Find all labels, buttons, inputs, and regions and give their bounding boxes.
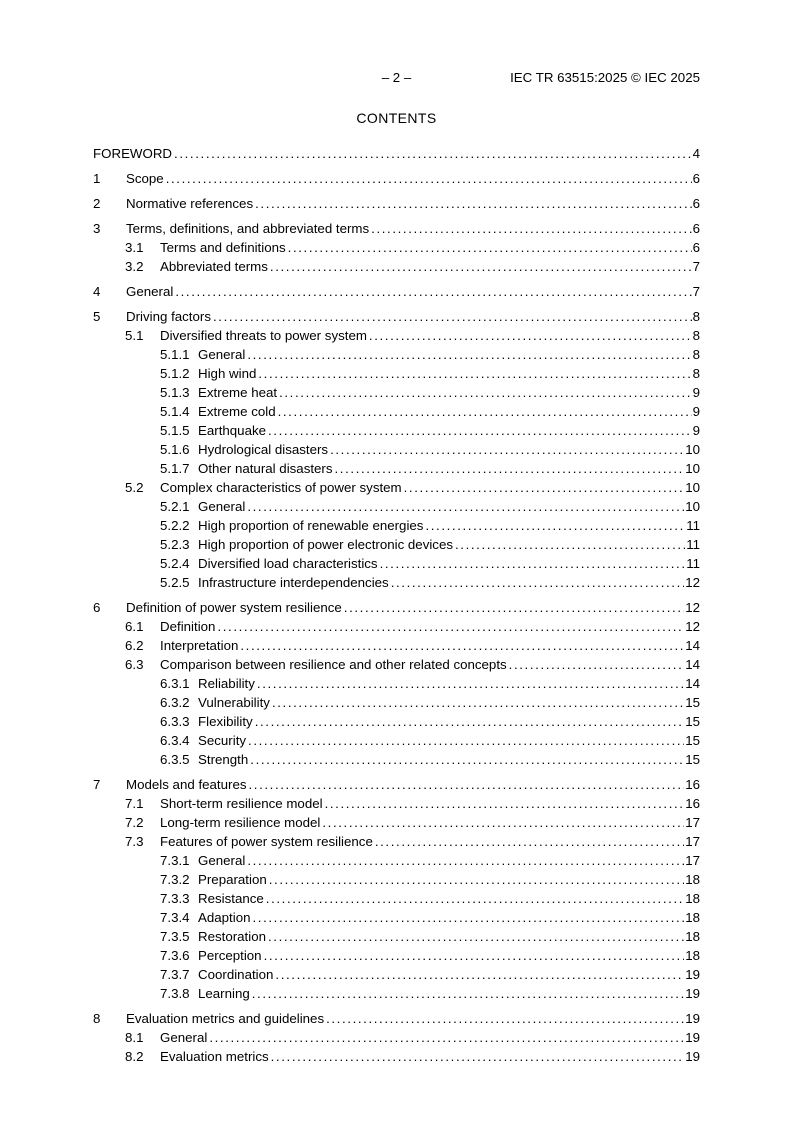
toc-dot-leader (258, 364, 691, 383)
toc-entry-page: 11 (686, 556, 700, 571)
toc-entry[interactable] (93, 573, 700, 592)
toc-entry[interactable] (93, 1009, 700, 1028)
toc-entry-page: 7 (692, 284, 700, 299)
toc-entry-page: 15 (685, 714, 700, 729)
toc-entry-label: Models and features (126, 777, 247, 792)
toc-entry-number: 7.3.1 (160, 853, 190, 868)
toc-entry[interactable] (93, 402, 700, 421)
toc-entry-page: 12 (685, 575, 700, 590)
toc-dot-leader (344, 598, 684, 617)
toc-entry-number: 7.3.6 (160, 948, 190, 963)
toc-entry-number: 4 (93, 284, 101, 299)
toc-entry[interactable] (93, 194, 700, 213)
toc-entry[interactable] (93, 636, 700, 655)
toc-dot-leader (404, 478, 685, 497)
toc-entry-page: 10 (685, 499, 700, 514)
toc-entry-number: 5.1.3 (160, 385, 190, 400)
toc-dot-leader (380, 554, 686, 573)
toc-dot-leader (240, 636, 684, 655)
toc-entry-page: 19 (685, 986, 700, 1001)
toc-entry-label: Hydrological disasters (198, 442, 329, 457)
toc-entry-number: 6.1 (125, 619, 144, 634)
toc-entry-label: Features of power system resilience (160, 834, 373, 849)
toc-dot-leader (250, 750, 684, 769)
toc-entry-number: 6 (93, 600, 101, 615)
toc-entry-page: 10 (685, 461, 700, 476)
toc-entry[interactable] (93, 326, 700, 345)
toc-entry-page: 11 (686, 518, 700, 533)
toc-entry-page: 8 (692, 366, 700, 381)
toc-entry-page: 18 (685, 891, 700, 906)
toc-entry-page: 19 (685, 1030, 700, 1045)
toc-entry-number: 7.3 (125, 834, 144, 849)
toc-entry-label: Flexibility (198, 714, 253, 729)
toc-entry-number: 5.2.1 (160, 499, 190, 514)
toc-entry[interactable] (93, 598, 700, 617)
toc-entry[interactable] (93, 238, 700, 257)
toc-entry[interactable] (93, 731, 700, 750)
toc-dot-leader (209, 1028, 684, 1047)
toc-dot-leader (268, 421, 692, 440)
page-number-label: – 2 – (381, 70, 412, 85)
toc-entry-page: 8 (692, 347, 700, 362)
toc-entry[interactable] (93, 750, 700, 769)
toc-entry[interactable] (93, 364, 700, 383)
toc-entry-number: 7.1 (125, 796, 144, 811)
toc-entry[interactable] (93, 851, 700, 870)
toc-entry-label: Diversified load characteristics (198, 556, 378, 571)
toc-entry-label: Reliability (198, 676, 255, 691)
toc-dot-leader (375, 832, 684, 851)
toc-entry[interactable] (93, 712, 700, 731)
toc-entry-label: Terms, definitions, and abbreviated terms (126, 221, 370, 236)
toc-entry-label: High proportion of power electronic devices (198, 537, 453, 552)
toc-entry-page: 8 (692, 328, 700, 343)
toc-entry[interactable] (93, 1047, 700, 1066)
toc-entry-label: General (198, 499, 246, 514)
toc-entry[interactable] (93, 554, 700, 573)
toc-entry-label: Extreme heat (198, 385, 278, 400)
toc-entry-number: 5.1.5 (160, 423, 190, 438)
toc-entry-page: 19 (685, 1049, 700, 1064)
toc-entry-number: 5.1.1 (160, 347, 190, 362)
toc-entry-label: Evaluation metrics (160, 1049, 269, 1064)
toc-dot-leader (271, 1047, 685, 1066)
toc-entry-number: 6.3.2 (160, 695, 190, 710)
toc-entry-page: 14 (685, 638, 700, 653)
toc-dot-leader (213, 307, 692, 326)
toc-entry-number: 8 (93, 1011, 101, 1026)
toc-entry-number: 6.3.4 (160, 733, 190, 748)
document-reference: IEC TR 63515:2025 © IEC 2025 (510, 70, 700, 85)
toc-entry-label: High wind (198, 366, 257, 381)
toc-dot-leader (425, 516, 685, 535)
toc-entry-label: Infrastructure interdependencies (198, 575, 389, 590)
toc-entry-page: 9 (692, 404, 700, 419)
toc-entry[interactable] (93, 345, 700, 364)
toc-dot-leader (288, 238, 692, 257)
toc-dot-leader (269, 870, 684, 889)
toc-entry-number: 7 (93, 777, 101, 792)
toc-entry-label: Coordination (198, 967, 274, 982)
toc-dot-leader (247, 497, 684, 516)
toc-dot-leader (268, 927, 684, 946)
toc-entry-label: FOREWORD (93, 146, 173, 161)
toc-entry-number: 7.3.4 (160, 910, 190, 925)
toc-entry-label: Interpretation (160, 638, 239, 653)
toc-entry-label: Definition of power system resilience (126, 600, 342, 615)
toc-dot-leader (247, 851, 684, 870)
toc-entry[interactable] (93, 219, 700, 238)
toc-entry-page: 6 (692, 240, 700, 255)
toc-entry-label: Preparation (198, 872, 267, 887)
toc-dot-leader (278, 402, 692, 421)
toc-entry[interactable] (93, 307, 700, 326)
toc-entry-page: 14 (685, 676, 700, 691)
toc-entry[interactable] (93, 832, 700, 851)
toc-entry-number: 8.1 (125, 1030, 144, 1045)
toc-entry-label: Normative references (126, 196, 254, 211)
toc-entry-number: 5.1.2 (160, 366, 190, 381)
toc-entry-number: 7.3.3 (160, 891, 190, 906)
toc-entry-number: 5.1 (125, 328, 144, 343)
toc-entry-label: General (126, 284, 174, 299)
toc-dot-leader (266, 889, 684, 908)
toc-dot-leader (248, 775, 684, 794)
toc-entry[interactable] (93, 655, 700, 674)
toc-entry-label: Long-term resilience model (160, 815, 321, 830)
toc-entry-page: 14 (685, 657, 700, 672)
toc-dot-leader (369, 326, 692, 345)
toc-entry[interactable] (93, 282, 700, 301)
toc-entry-number: 6.2 (125, 638, 144, 653)
toc-entry-number: 7.3.2 (160, 872, 190, 887)
toc-entry[interactable] (93, 617, 700, 636)
toc-dot-leader (217, 617, 684, 636)
toc-entry-number: 3 (93, 221, 101, 236)
toc-entry-label: Short-term resilience model (160, 796, 323, 811)
toc-entry[interactable] (93, 813, 700, 832)
toc-entry-label: Earthquake (198, 423, 267, 438)
toc-entry-number: 5.2.3 (160, 537, 190, 552)
toc-dot-leader (247, 345, 691, 364)
toc-dot-leader (326, 1009, 684, 1028)
toc-entry[interactable] (93, 927, 700, 946)
toc-dot-leader (255, 712, 685, 731)
toc-dot-leader (253, 908, 685, 927)
toc-entry[interactable] (93, 946, 700, 965)
toc-entry-number: 5.1.6 (160, 442, 190, 457)
toc-entry-page: 18 (685, 910, 700, 925)
toc-entry-number: 5.2.4 (160, 556, 190, 571)
toc-entry-label: General (198, 853, 246, 868)
toc-entry-label: Adaption (198, 910, 251, 925)
toc-entry-page: 12 (685, 619, 700, 634)
toc-entry[interactable] (93, 965, 700, 984)
toc-entry-page: 8 (692, 309, 700, 324)
toc-entry-page: 15 (685, 733, 700, 748)
toc-entry-label: Strength (198, 752, 249, 767)
contents-title: CONTENTS (356, 110, 437, 126)
toc-entry-number: 3.2 (125, 259, 144, 274)
toc-entry-page: 18 (685, 929, 700, 944)
toc-entry-number: 6.3.3 (160, 714, 190, 729)
toc-entry-number: 6.3 (125, 657, 144, 672)
toc-entry-label: Scope (126, 171, 164, 186)
toc-entry[interactable] (93, 169, 700, 188)
toc-entry-label: Definition (160, 619, 216, 634)
toc-entry-page: 19 (685, 1011, 700, 1026)
toc-dot-leader (272, 693, 684, 712)
toc-entry-label: High proportion of renewable energies (198, 518, 424, 533)
toc-entry-label: Restoration (198, 929, 266, 944)
toc-dot-leader (252, 984, 684, 1003)
toc-entry-number: 5.2.5 (160, 575, 190, 590)
toc-entry-label: Diversified threats to power system (160, 328, 367, 343)
toc-entry-number: 3.1 (125, 240, 144, 255)
toc-entry[interactable] (93, 794, 700, 813)
toc-entry-label: Comparison between resilience and other related concepts (160, 657, 507, 672)
toc-entry[interactable] (93, 478, 700, 497)
toc-entry-page: 7 (692, 259, 700, 274)
toc-dot-leader (248, 731, 684, 750)
toc-entry-number: 7.2 (125, 815, 144, 830)
toc-entry[interactable] (93, 497, 700, 516)
toc-dot-leader (391, 573, 685, 592)
toc-entry-page: 18 (685, 948, 700, 963)
toc-entry-label: Abbreviated terms (160, 259, 268, 274)
toc-dot-leader (279, 383, 692, 402)
toc-dot-leader (255, 194, 691, 213)
toc-entry-page: 4 (692, 146, 700, 161)
toc-entry-page: 9 (692, 385, 700, 400)
toc-entry-label: Extreme cold (198, 404, 276, 419)
toc-entry-page: 10 (685, 480, 700, 495)
toc-entry[interactable] (93, 674, 700, 693)
toc-entry-number: 6.3.5 (160, 752, 190, 767)
toc-entry-number: 7.3.5 (160, 929, 190, 944)
toc-entry-number: 8.2 (125, 1049, 144, 1064)
toc-entry-number: 5.1.7 (160, 461, 190, 476)
toc-entry-page: 15 (685, 752, 700, 767)
toc-dot-leader (455, 535, 685, 554)
toc-dot-leader (325, 794, 685, 813)
toc-entry-page: 17 (685, 815, 700, 830)
toc-entry[interactable] (93, 870, 700, 889)
toc-entry-page: 11 (686, 537, 700, 552)
toc-entry-number: 7.3.7 (160, 967, 190, 982)
toc-entry-label: Complex characteristics of power system (160, 480, 402, 495)
toc-entry-label: General (160, 1030, 208, 1045)
toc-entry[interactable] (93, 908, 700, 927)
table-of-contents (93, 144, 700, 1066)
toc-dot-leader (264, 946, 685, 965)
toc-entry-label: Security (198, 733, 247, 748)
toc-entry-number: 2 (93, 196, 101, 211)
toc-entry[interactable] (93, 440, 700, 459)
toc-entry-number: 6.3.1 (160, 676, 190, 691)
toc-entry[interactable] (93, 693, 700, 712)
toc-entry[interactable] (93, 257, 700, 276)
toc-entry[interactable] (93, 535, 700, 554)
toc-entry-number: 5 (93, 309, 101, 324)
toc-entry[interactable] (93, 775, 700, 794)
toc-entry-page: 16 (685, 796, 700, 811)
toc-dot-leader (270, 257, 692, 276)
toc-entry[interactable] (93, 984, 700, 1003)
toc-entry-page: 17 (685, 834, 700, 849)
toc-entry-label: Evaluation metrics and guidelines (126, 1011, 325, 1026)
toc-entry-label: General (198, 347, 246, 362)
toc-entry-page: 6 (692, 171, 700, 186)
toc-dot-leader (322, 813, 684, 832)
toc-entry-number: 5.1.4 (160, 404, 190, 419)
toc-dot-leader (166, 169, 692, 188)
toc-entry-page: 6 (692, 196, 700, 211)
toc-entry-page: 15 (685, 695, 700, 710)
toc-entry[interactable] (93, 144, 700, 163)
toc-entry-page: 6 (692, 221, 700, 236)
toc-entry-number: 7.3.8 (160, 986, 190, 1001)
toc-dot-leader (175, 282, 691, 301)
toc-entry-label: Learning (198, 986, 250, 1001)
toc-entry-page: 19 (685, 967, 700, 982)
toc-entry[interactable] (93, 516, 700, 535)
toc-dot-leader (275, 965, 684, 984)
toc-entry-label: Terms and definitions (160, 240, 286, 255)
toc-entry-label: Other natural disasters (198, 461, 333, 476)
toc-entry-label: Vulnerability (198, 695, 270, 710)
toc-entry[interactable] (93, 459, 700, 478)
toc-entry-page: 17 (685, 853, 700, 868)
toc-dot-leader (257, 674, 684, 693)
page-header (93, 70, 700, 86)
toc-entry[interactable] (93, 1028, 700, 1047)
toc-dot-leader (509, 655, 685, 674)
toc-entry-page: 16 (685, 777, 700, 792)
toc-entry-number: 5.2 (125, 480, 144, 495)
toc-entry-page: 9 (692, 423, 700, 438)
toc-dot-leader (335, 459, 685, 478)
toc-entry[interactable] (93, 889, 700, 908)
toc-entry-label: Perception (198, 948, 262, 963)
toc-entry-page: 18 (685, 872, 700, 887)
toc-entry-page: 10 (685, 442, 700, 457)
toc-entry[interactable] (93, 421, 700, 440)
toc-entry-label: Resistance (198, 891, 264, 906)
toc-dot-leader (174, 144, 692, 163)
toc-dot-leader (330, 440, 684, 459)
toc-entry-page: 12 (685, 600, 700, 615)
toc-entry[interactable] (93, 383, 700, 402)
toc-entry-number: 1 (93, 171, 101, 186)
toc-dot-leader (371, 219, 691, 238)
toc-entry-label: Driving factors (126, 309, 211, 324)
toc-entry-number: 5.2.2 (160, 518, 190, 533)
